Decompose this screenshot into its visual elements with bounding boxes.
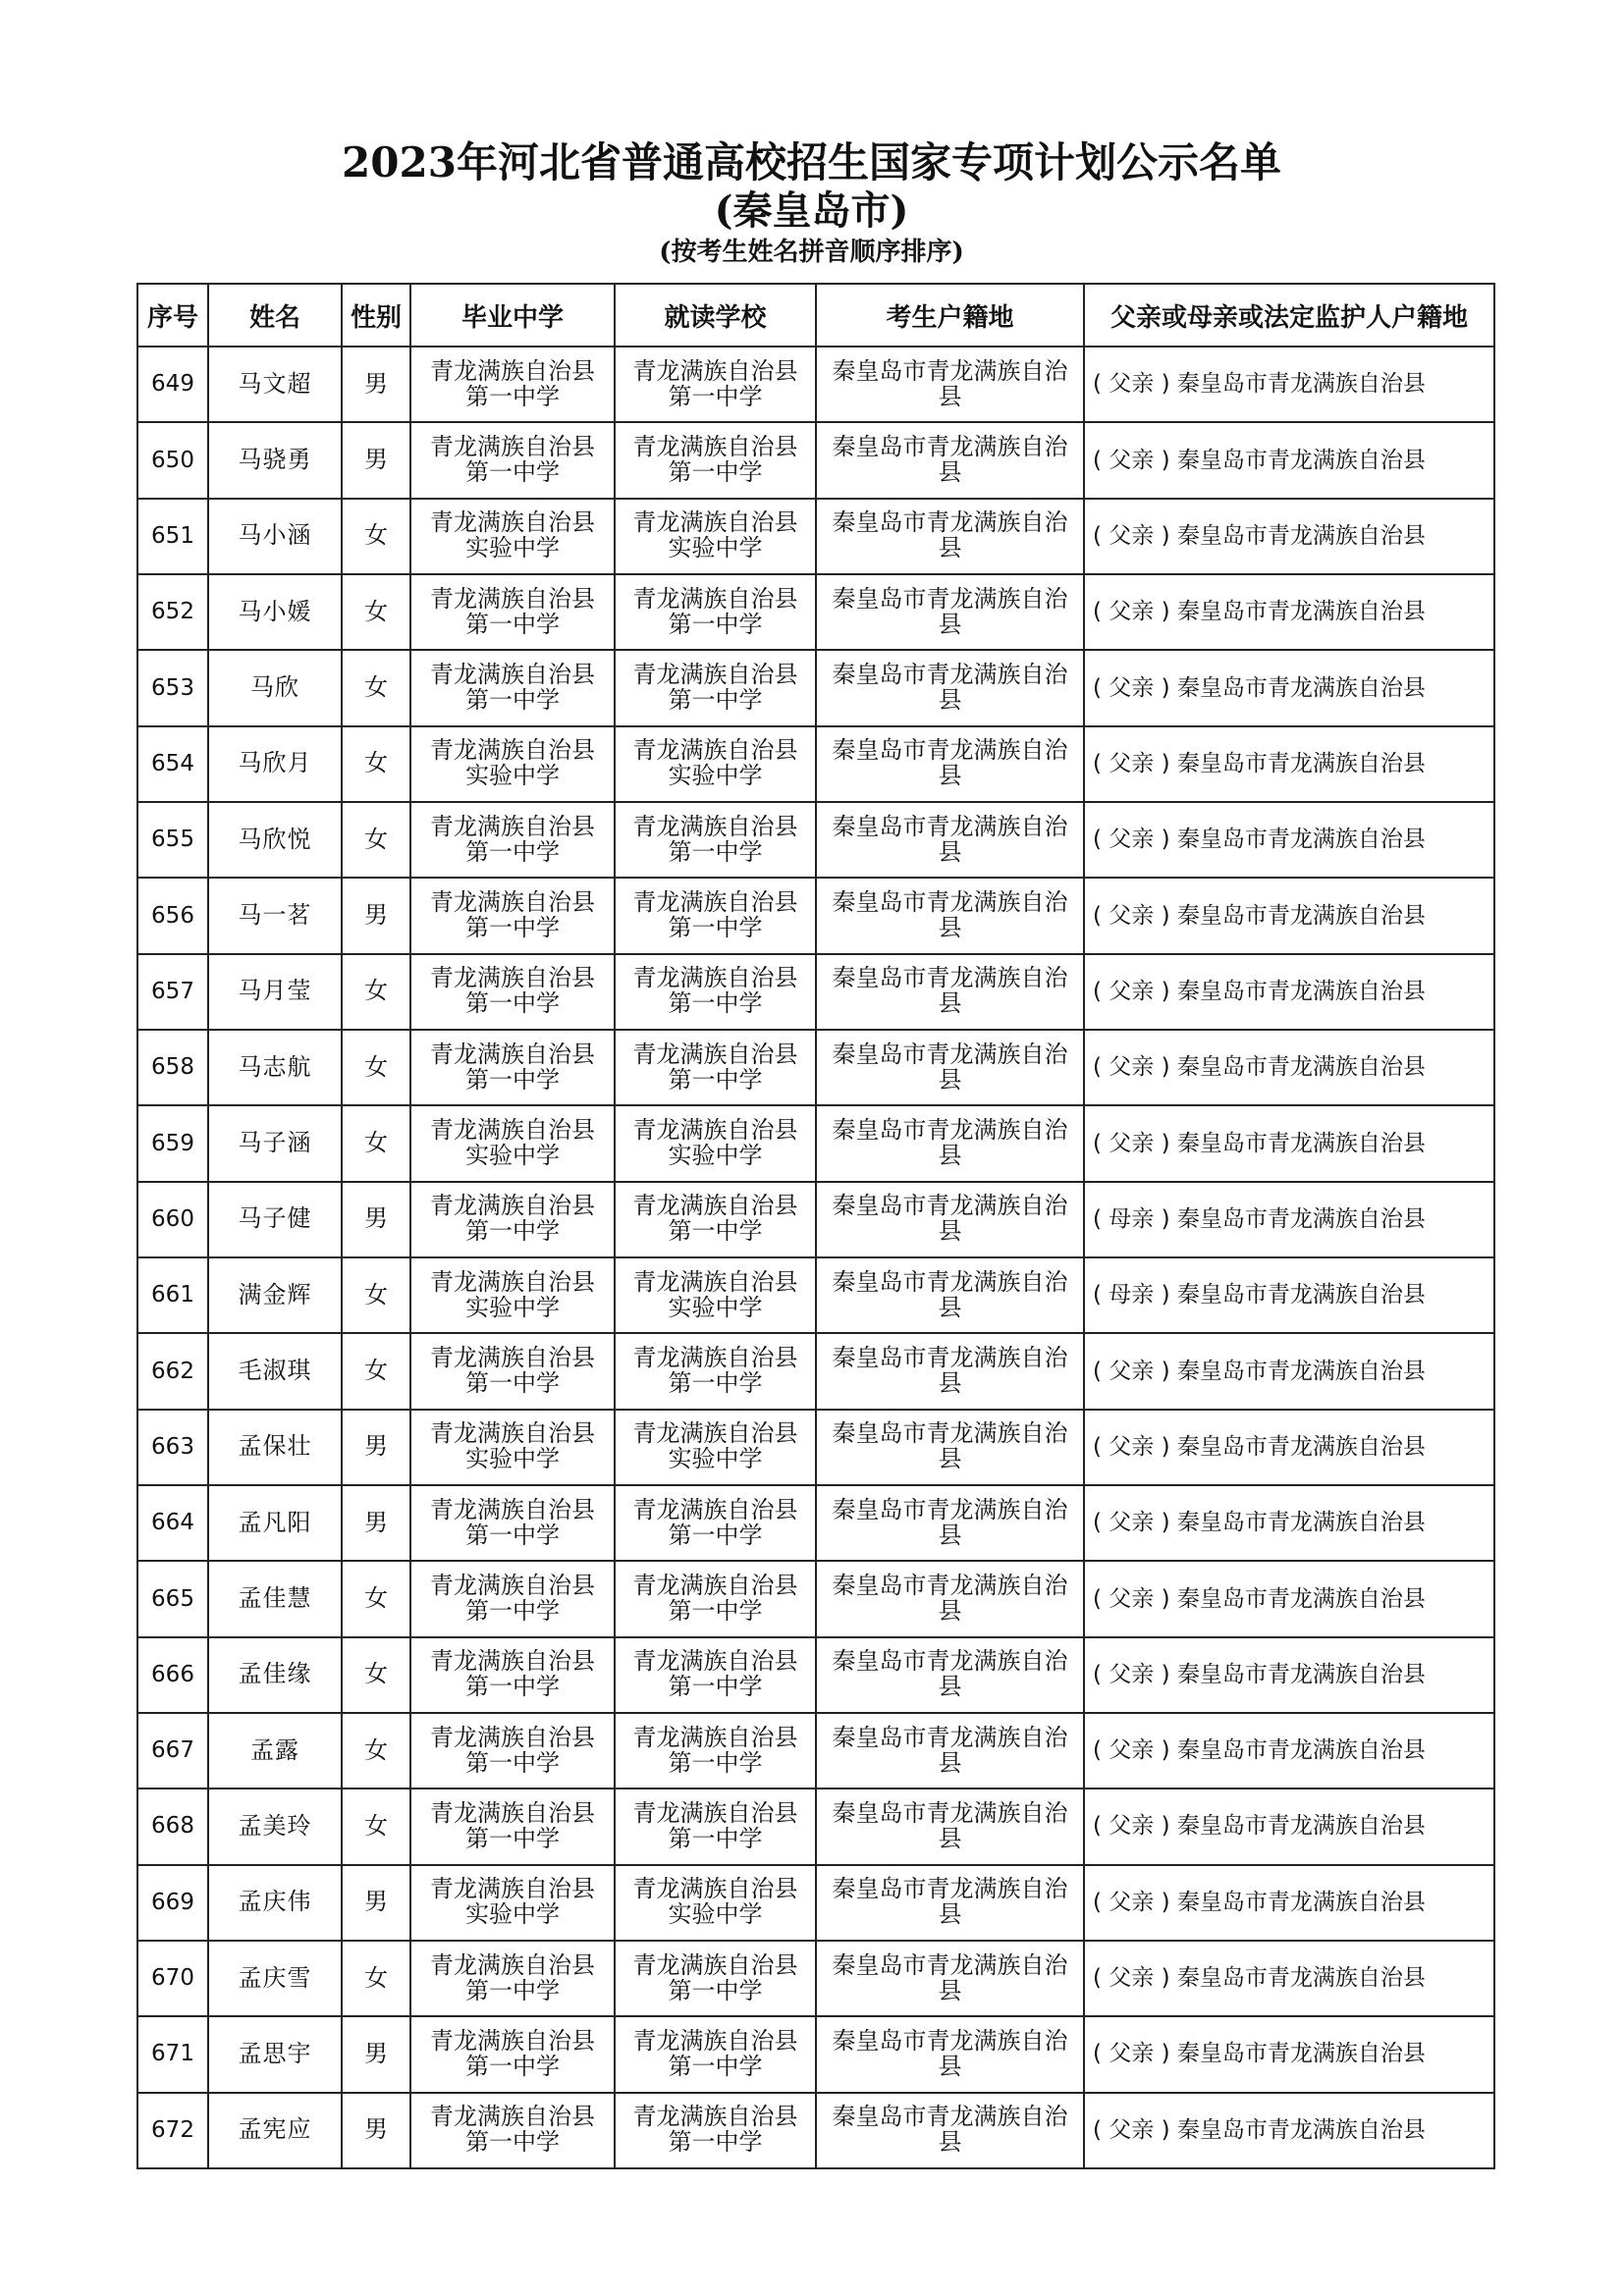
row-number: 658 xyxy=(137,1030,208,1105)
header-parent-residence: 父亲或母亲或法定监护人户籍地 xyxy=(1084,284,1494,347)
student-gender: 男 xyxy=(342,422,410,498)
table-row xyxy=(137,1941,1494,2016)
table-header-row xyxy=(137,284,1494,347)
row-number: 653 xyxy=(137,650,208,725)
student-residence: 秦皇岛市青龙满族自治县 xyxy=(816,1561,1084,1636)
parent-residence: ( 父亲 ) 秦皇岛市青龙满族自治县 xyxy=(1084,954,1494,1030)
row-number: 666 xyxy=(137,1637,208,1713)
table-row xyxy=(137,1333,1494,1409)
student-gender: 男 xyxy=(342,1410,410,1485)
student-gender: 男 xyxy=(342,1865,410,1941)
row-number: 652 xyxy=(137,574,208,650)
table-row xyxy=(137,1257,1494,1333)
student-name: 马欣月 xyxy=(208,726,342,802)
student-name: 马欣悦 xyxy=(208,802,342,878)
graduation-school: 青龙满族自治县第一中学 xyxy=(410,1713,615,1789)
current-school: 青龙满族自治县实验中学 xyxy=(615,1865,816,1941)
parent-residence: ( 父亲 ) 秦皇岛市青龙满族自治县 xyxy=(1084,878,1494,953)
row-number: 650 xyxy=(137,422,208,498)
student-residence: 秦皇岛市青龙满族自治县 xyxy=(816,1941,1084,2016)
parent-residence: ( 父亲 ) 秦皇岛市青龙满族自治县 xyxy=(1084,1865,1494,1941)
student-residence: 秦皇岛市青龙满族自治县 xyxy=(816,1105,1084,1181)
current-school: 青龙满族自治县第一中学 xyxy=(615,2093,816,2168)
student-gender: 女 xyxy=(342,1333,410,1409)
header-name: 姓名 xyxy=(208,284,342,347)
graduation-school: 青龙满族自治县第一中学 xyxy=(410,1182,615,1257)
student-residence: 秦皇岛市青龙满族自治县 xyxy=(816,2016,1084,2092)
graduation-school: 青龙满族自治县第一中学 xyxy=(410,1030,615,1105)
parent-residence: ( 父亲 ) 秦皇岛市青龙满族自治县 xyxy=(1084,1410,1494,1485)
graduation-school: 青龙满族自治县第一中学 xyxy=(410,1485,615,1561)
student-gender: 女 xyxy=(342,499,410,574)
student-name: 孟庆伟 xyxy=(208,1865,342,1941)
parent-residence: ( 父亲 ) 秦皇岛市青龙满族自治县 xyxy=(1084,347,1494,422)
student-residence: 秦皇岛市青龙满族自治县 xyxy=(816,650,1084,725)
parent-residence: ( 父亲 ) 秦皇岛市青龙满族自治县 xyxy=(1084,2093,1494,2168)
parent-residence: ( 父亲 ) 秦皇岛市青龙满族自治县 xyxy=(1084,1333,1494,1409)
graduation-school: 青龙满族自治县实验中学 xyxy=(410,1257,615,1333)
table-row xyxy=(137,1561,1494,1636)
student-name: 马月莹 xyxy=(208,954,342,1030)
graduation-school: 青龙满族自治县第一中学 xyxy=(410,1561,615,1636)
table-row xyxy=(137,347,1494,422)
student-name: 孟思宇 xyxy=(208,2016,342,2092)
parent-residence: ( 母亲 ) 秦皇岛市青龙满族自治县 xyxy=(1084,1257,1494,1333)
row-number: 672 xyxy=(137,2093,208,2168)
student-residence: 秦皇岛市青龙满族自治县 xyxy=(816,347,1084,422)
graduation-school: 青龙满族自治县实验中学 xyxy=(410,1865,615,1941)
sort-note: (按考生姓名拼音顺序排序) xyxy=(659,238,964,267)
student-name: 孟佳慧 xyxy=(208,1561,342,1636)
current-school: 青龙满族自治县第一中学 xyxy=(615,1182,816,1257)
parent-residence: ( 父亲 ) 秦皇岛市青龙满族自治县 xyxy=(1084,650,1494,725)
page-title: 2023年河北省普通高校招生国家专项计划公示名单 xyxy=(342,138,1281,187)
student-name: 马一茗 xyxy=(208,878,342,953)
student-gender: 女 xyxy=(342,1941,410,2016)
graduation-school: 青龙满族自治县实验中学 xyxy=(410,726,615,802)
parent-residence: ( 父亲 ) 秦皇岛市青龙满族自治县 xyxy=(1084,802,1494,878)
student-name: 孟佳缘 xyxy=(208,1637,342,1713)
student-name: 马小涵 xyxy=(208,499,342,574)
student-residence: 秦皇岛市青龙满族自治县 xyxy=(816,1485,1084,1561)
parent-residence: ( 父亲 ) 秦皇岛市青龙满族自治县 xyxy=(1084,499,1494,574)
row-number: 664 xyxy=(137,1485,208,1561)
graduation-school: 青龙满族自治县实验中学 xyxy=(410,1410,615,1485)
table-row xyxy=(137,954,1494,1030)
page-subtitle: (秦皇岛市) xyxy=(714,187,909,234)
roster-table xyxy=(136,283,1495,2169)
header-gender: 性别 xyxy=(342,284,410,347)
row-number: 670 xyxy=(137,1941,208,2016)
current-school: 青龙满族自治县实验中学 xyxy=(615,499,816,574)
student-residence: 秦皇岛市青龙满族自治县 xyxy=(816,422,1084,498)
student-gender: 男 xyxy=(342,347,410,422)
student-residence: 秦皇岛市青龙满族自治县 xyxy=(816,802,1084,878)
graduation-school: 青龙满族自治县实验中学 xyxy=(410,1105,615,1181)
graduation-school: 青龙满族自治县第一中学 xyxy=(410,422,615,498)
table-row xyxy=(137,1182,1494,1257)
table-row xyxy=(137,1105,1494,1181)
current-school: 青龙满族自治县第一中学 xyxy=(615,878,816,953)
row-number: 657 xyxy=(137,954,208,1030)
student-gender: 女 xyxy=(342,1257,410,1333)
table-row xyxy=(137,2016,1494,2092)
current-school: 青龙满族自治县第一中学 xyxy=(615,1637,816,1713)
header-no: 序号 xyxy=(137,284,208,347)
student-residence: 秦皇岛市青龙满族自治县 xyxy=(816,954,1084,1030)
student-gender: 女 xyxy=(342,1030,410,1105)
graduation-school: 青龙满族自治县第一中学 xyxy=(410,2016,615,2092)
student-gender: 女 xyxy=(342,1561,410,1636)
student-name: 孟凡阳 xyxy=(208,1485,342,1561)
graduation-school: 青龙满族自治县第一中学 xyxy=(410,878,615,953)
current-school: 青龙满族自治县第一中学 xyxy=(615,802,816,878)
student-name: 马小媛 xyxy=(208,574,342,650)
parent-residence: ( 父亲 ) 秦皇岛市青龙满族自治县 xyxy=(1084,1713,1494,1789)
student-name: 马骁勇 xyxy=(208,422,342,498)
student-name: 孟保壮 xyxy=(208,1410,342,1485)
student-name: 孟宪应 xyxy=(208,2093,342,2168)
graduation-school: 青龙满族自治县第一中学 xyxy=(410,1333,615,1409)
row-number: 656 xyxy=(137,878,208,953)
current-school: 青龙满族自治县实验中学 xyxy=(615,726,816,802)
current-school: 青龙满族自治县第一中学 xyxy=(615,2016,816,2092)
parent-residence: ( 父亲 ) 秦皇岛市青龙满族自治县 xyxy=(1084,1105,1494,1181)
current-school: 青龙满族自治县第一中学 xyxy=(615,422,816,498)
table-row xyxy=(137,2093,1494,2168)
current-school: 青龙满族自治县实验中学 xyxy=(615,1410,816,1485)
row-number: 669 xyxy=(137,1865,208,1941)
parent-residence: ( 父亲 ) 秦皇岛市青龙满族自治县 xyxy=(1084,1789,1494,1864)
student-gender: 女 xyxy=(342,802,410,878)
graduation-school: 青龙满族自治县第一中学 xyxy=(410,1637,615,1713)
graduation-school: 青龙满族自治县第一中学 xyxy=(410,347,615,422)
parent-residence: ( 父亲 ) 秦皇岛市青龙满族自治县 xyxy=(1084,1561,1494,1636)
row-number: 663 xyxy=(137,1410,208,1485)
graduation-school: 青龙满族自治县第一中学 xyxy=(410,574,615,650)
current-school: 青龙满族自治县第一中学 xyxy=(615,1485,816,1561)
current-school: 青龙满族自治县第一中学 xyxy=(615,574,816,650)
current-school: 青龙满族自治县第一中学 xyxy=(615,1561,816,1636)
row-number: 668 xyxy=(137,1789,208,1864)
row-number: 661 xyxy=(137,1257,208,1333)
student-gender: 男 xyxy=(342,2093,410,2168)
table-row xyxy=(137,878,1494,953)
header-grad-school: 毕业中学 xyxy=(410,284,615,347)
student-name: 孟庆雪 xyxy=(208,1941,342,2016)
row-number: 667 xyxy=(137,1713,208,1789)
student-residence: 秦皇岛市青龙满族自治县 xyxy=(816,1789,1084,1864)
parent-residence: ( 母亲 ) 秦皇岛市青龙满族自治县 xyxy=(1084,1182,1494,1257)
student-residence: 秦皇岛市青龙满族自治县 xyxy=(816,499,1084,574)
parent-residence: ( 父亲 ) 秦皇岛市青龙满族自治县 xyxy=(1084,574,1494,650)
student-residence: 秦皇岛市青龙满族自治县 xyxy=(816,1637,1084,1713)
table-row xyxy=(137,726,1494,802)
student-name: 马子健 xyxy=(208,1182,342,1257)
student-name: 马欣 xyxy=(208,650,342,725)
student-gender: 女 xyxy=(342,1637,410,1713)
student-gender: 女 xyxy=(342,1789,410,1864)
table-row xyxy=(137,1410,1494,1485)
row-number: 665 xyxy=(137,1561,208,1636)
graduation-school: 青龙满族自治县第一中学 xyxy=(410,1789,615,1864)
student-gender: 女 xyxy=(342,574,410,650)
table-row xyxy=(137,499,1494,574)
graduation-school: 青龙满族自治县第一中学 xyxy=(410,954,615,1030)
row-number: 649 xyxy=(137,347,208,422)
parent-residence: ( 父亲 ) 秦皇岛市青龙满族自治县 xyxy=(1084,1941,1494,2016)
current-school: 青龙满族自治县第一中学 xyxy=(615,1713,816,1789)
student-residence: 秦皇岛市青龙满族自治县 xyxy=(816,878,1084,953)
student-residence: 秦皇岛市青龙满族自治县 xyxy=(816,574,1084,650)
student-gender: 女 xyxy=(342,1713,410,1789)
current-school: 青龙满族自治县第一中学 xyxy=(615,1941,816,2016)
current-school: 青龙满族自治县第一中学 xyxy=(615,1789,816,1864)
student-residence: 秦皇岛市青龙满族自治县 xyxy=(816,1257,1084,1333)
student-residence: 秦皇岛市青龙满族自治县 xyxy=(816,1713,1084,1789)
student-gender: 女 xyxy=(342,726,410,802)
student-residence: 秦皇岛市青龙满族自治县 xyxy=(816,2093,1084,2168)
student-name: 满金辉 xyxy=(208,1257,342,1333)
header-school: 就读学校 xyxy=(615,284,816,347)
student-name: 孟美玲 xyxy=(208,1789,342,1864)
student-gender: 女 xyxy=(342,650,410,725)
student-gender: 女 xyxy=(342,954,410,1030)
table-row xyxy=(137,650,1494,725)
student-gender: 男 xyxy=(342,1182,410,1257)
row-number: 654 xyxy=(137,726,208,802)
student-residence: 秦皇岛市青龙满族自治县 xyxy=(816,1182,1084,1257)
row-number: 671 xyxy=(137,2016,208,2092)
current-school: 青龙满族自治县第一中学 xyxy=(615,954,816,1030)
table-row xyxy=(137,802,1494,878)
table-row xyxy=(137,574,1494,650)
graduation-school: 青龙满族自治县第一中学 xyxy=(410,2093,615,2168)
graduation-school: 青龙满族自治县实验中学 xyxy=(410,499,615,574)
student-residence: 秦皇岛市青龙满族自治县 xyxy=(816,1410,1084,1485)
row-number: 662 xyxy=(137,1333,208,1409)
row-number: 651 xyxy=(137,499,208,574)
parent-residence: ( 父亲 ) 秦皇岛市青龙满族自治县 xyxy=(1084,726,1494,802)
row-number: 659 xyxy=(137,1105,208,1181)
student-name: 马文超 xyxy=(208,347,342,422)
student-name: 马子涵 xyxy=(208,1105,342,1181)
current-school: 青龙满族自治县第一中学 xyxy=(615,1030,816,1105)
table-row xyxy=(137,1485,1494,1561)
table-row xyxy=(137,1789,1494,1864)
parent-residence: ( 父亲 ) 秦皇岛市青龙满族自治县 xyxy=(1084,1637,1494,1713)
parent-residence: ( 父亲 ) 秦皇岛市青龙满族自治县 xyxy=(1084,1485,1494,1561)
parent-residence: ( 父亲 ) 秦皇岛市青龙满族自治县 xyxy=(1084,1030,1494,1105)
row-number: 655 xyxy=(137,802,208,878)
student-residence: 秦皇岛市青龙满族自治县 xyxy=(816,1333,1084,1409)
table-row xyxy=(137,1865,1494,1941)
current-school: 青龙满族自治县第一中学 xyxy=(615,1333,816,1409)
student-residence: 秦皇岛市青龙满族自治县 xyxy=(816,1865,1084,1941)
student-name: 孟露 xyxy=(208,1713,342,1789)
student-residence: 秦皇岛市青龙满族自治县 xyxy=(816,726,1084,802)
parent-residence: ( 父亲 ) 秦皇岛市青龙满族自治县 xyxy=(1084,422,1494,498)
student-name: 马志航 xyxy=(208,1030,342,1105)
student-gender: 女 xyxy=(342,1105,410,1181)
student-gender: 男 xyxy=(342,878,410,953)
header-residence: 考生户籍地 xyxy=(816,284,1084,347)
student-gender: 男 xyxy=(342,1485,410,1561)
current-school: 青龙满族自治县第一中学 xyxy=(615,650,816,725)
graduation-school: 青龙满族自治县第一中学 xyxy=(410,1941,615,2016)
student-residence: 秦皇岛市青龙满族自治县 xyxy=(816,1030,1084,1105)
current-school: 青龙满族自治县实验中学 xyxy=(615,1105,816,1181)
parent-residence: ( 父亲 ) 秦皇岛市青龙满族自治县 xyxy=(1084,2016,1494,2092)
graduation-school: 青龙满族自治县第一中学 xyxy=(410,802,615,878)
table-row xyxy=(137,1713,1494,1789)
row-number: 660 xyxy=(137,1182,208,1257)
student-name: 毛淑琪 xyxy=(208,1333,342,1409)
current-school: 青龙满族自治县第一中学 xyxy=(615,347,816,422)
table-row xyxy=(137,1637,1494,1713)
current-school: 青龙满族自治县实验中学 xyxy=(615,1257,816,1333)
table-row xyxy=(137,1030,1494,1105)
table-row xyxy=(137,422,1494,498)
graduation-school: 青龙满族自治县第一中学 xyxy=(410,650,615,725)
student-gender: 男 xyxy=(342,2016,410,2092)
